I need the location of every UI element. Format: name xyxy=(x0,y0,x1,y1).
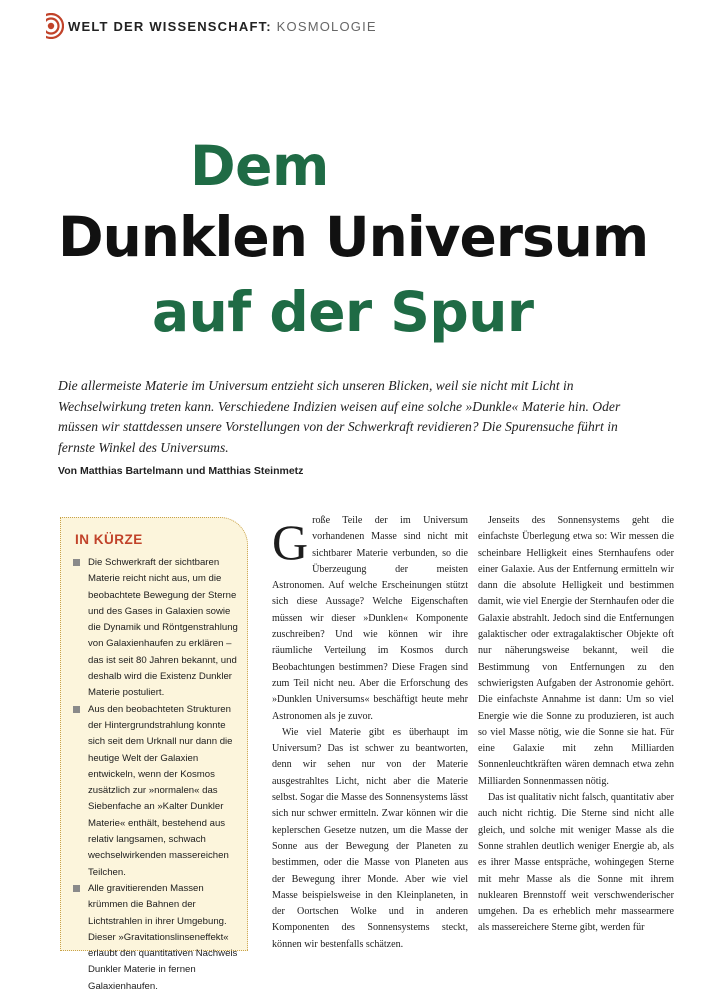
drop-cap: G xyxy=(272,514,309,570)
title-line-3: auf der Spur xyxy=(152,280,534,344)
summary-item: Die Schwerkraft der sichtbaren Materie reicht nicht aus, um die beobachtete Bewegung der Sterne und des Gases in Galaxien sowie die Dynamik und Röntgenstrahlung von Galaxienhaufen zu erklären – das ist seit 80 Jahren bekannt, und deshalb wird die Existenz Dunkler Materie postuliert. xyxy=(73,555,239,702)
square-bullet-icon xyxy=(73,559,80,566)
square-bullet-icon xyxy=(73,706,80,713)
body-column-2 xyxy=(478,513,674,937)
target-rings-icon xyxy=(38,13,64,39)
summary-item: Alle gravitierenden Massen krümmen die Bahnen der Lichtstrahlen in ihrer Umgebung. Dieser »Gravitationslinseneffekt« erlaubt den quantitativen Nachweis Dunkler Materie in fernen Galaxienhaufen. xyxy=(73,881,239,995)
body-paragraph: Große Teile der im Universum vorhandenen Masse sind nicht mit sichtbarer Materie verbunden, so die Überzeugung der meisten Astronomen. Auf welche Erscheinungen stützt sich diese Aussage? Welche Eigenschaften müssen wir dieser »Dunklen« Komponente zuschreiben? Und wie können wir ihre räumliche Verteilung im Kosmos durch Beobachtungen bestimmen? Diese Fragen sind zum Teil nicht neu. Aber die Erforschung des »Dunklen Universums« beschäftigt heute mehr Astronomen als je zuvor. xyxy=(272,514,468,722)
article-lede: Die allermeiste Materie im Universum entzieht sich unseren Blicken, weil sie nicht mit Licht in Wechselwirkung treten kann. Verschiedene Indizien weisen auf eine solche »Dunkle« Materie hin. Oder müssen wir stattdessen unsere Vorstellungen von der Schwerkraft revidieren? Die Spurensuche führt in fernste Winkel des Universums. xyxy=(58,378,621,455)
body-paragraph: Wie viel Materie gibt es überhaupt im Universum? Das ist schwer zu beantworten, denn wir sehen nur von der Materie ausgestrahltes Licht, nicht aber die Materie selbst. Sogar die Masse des Sonnensystems lässt sich nur schwer ermitteln. Zwar können wir die keplerschen Gesetze nutzen, um die Masse der Sonne aus der Bewegung der Planeten zu bestimmen, oder die Masse von Planeten aus der Bewegung ihrer Monde. Aber wie viel Masse beispielsweise in den Kleinplaneten, in der Oortschen Wolke und in anderen Komponenten des Sonnensystems steckt, können wir bestenfalls schätzen. xyxy=(272,726,468,950)
body-paragraph: Das ist qualitativ nicht falsch, quantitativ aber auch nicht richtig. Die Sterne sind nicht alle gleich, und solche mit weniger Masse als die Sonne strahlen deutlich weniger Energie ab, als es ihrer Masse entspräche, wohingegen Sterne mit mehr Masse als die Sonne mit ihrem nuklearen Brennstoff weit verschwenderischer umgehen. Da es erheblich mehr massearmere als massereichere Sterne gibt, werden für xyxy=(478,792,674,934)
title-line-2: Dunklen Universum xyxy=(58,205,649,269)
summary-item: Aus den beobachteten Strukturen der Hintergrundstrahlung konnte sich seit dem Urknall nur dann die heutige Welt der Galaxien entwickeln, wenn der Kosmos zusätzlich zur »normalen« das Siebenfache an »Kalter Dunkler Materie« enthält, bestehend aus relativ langsamen, schwach wechselwirkenden massereichen Teilchen. xyxy=(73,702,239,881)
section-topic: KOSMOLOGIE xyxy=(276,18,377,34)
summary-list xyxy=(73,555,239,995)
byline: Von Matthias Bartelmann und Matthias Steinmetz xyxy=(58,465,304,477)
square-bullet-icon xyxy=(73,885,80,892)
section-label: WELT DER WISSENSCHAFT: KOSMOLOGIE xyxy=(68,18,377,34)
summary-box-title: IN KÜRZE xyxy=(75,532,143,547)
title-line-1: Dem xyxy=(190,134,329,198)
body-column-1 xyxy=(272,513,468,953)
section-header xyxy=(38,13,377,39)
body-paragraph: Jenseits des Sonnensystems geht die einfachste Überlegung etwa so: Wir messen die scheinbare Helligkeit eines Sternhaufens oder einer Galaxie. Aus der Entfernung ermitteln wir dann die absolute Helligkeit und bestimmen damit, wie viel Energie der Sternhaufen oder die Galaxie abstrahlt. Jedoch sind die Entfernungen galaktischer oder extragalaktischer Objekte oft nur näherungsweise bekannt, weil die Bestimmung von Entfernungen zu den schwierigsten Aufgaben der Astronomie gehört. Die einfachste Annahme ist dann: Um so viel Energie wie die Sonne zu produzieren, ist auch so viel Masse nötig, wie die Sonne sie hat. Für eine Galaxie mit zehn Milliarden Sonnenleuchtkräften wären demnach etwa zehn Milliarden Sonnenmassen nötig. xyxy=(478,515,675,787)
summary-box xyxy=(60,517,248,992)
